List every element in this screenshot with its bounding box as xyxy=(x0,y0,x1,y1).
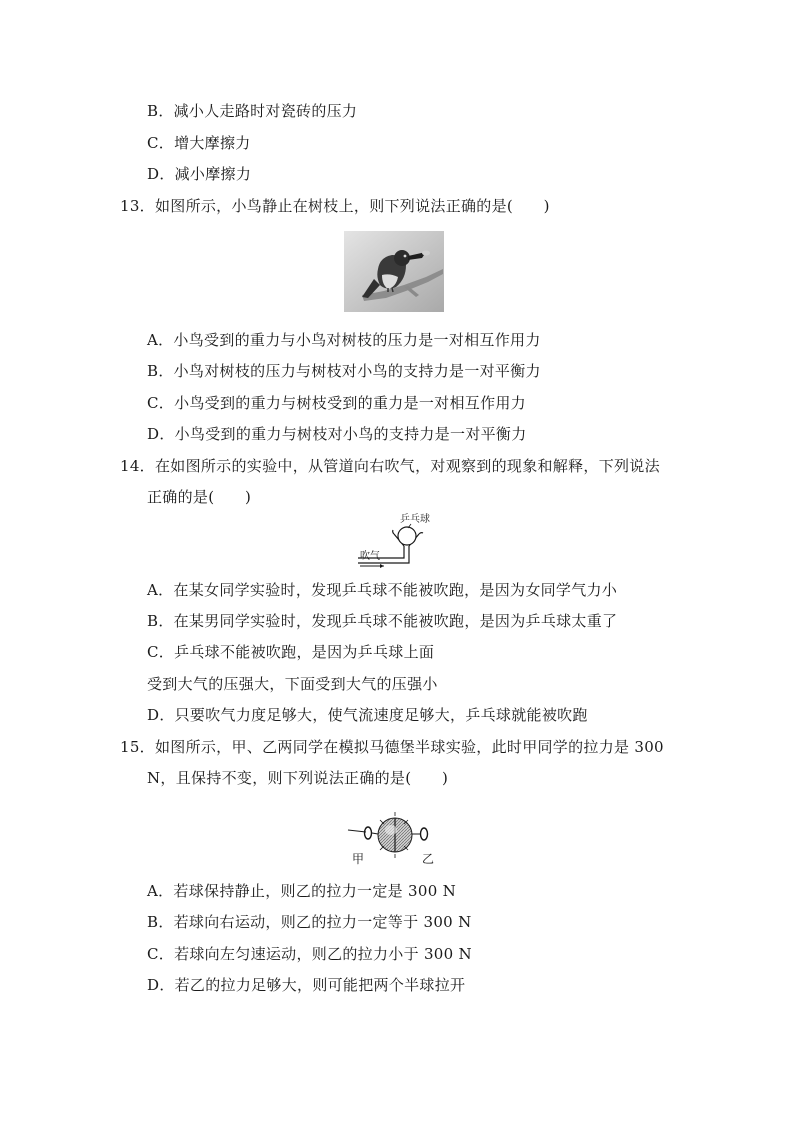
q15-stem-line1: 15．如图所示，甲、乙两同学在模拟马德堡半球实验，此时甲同学的拉力是 300 xyxy=(120,738,664,756)
q13-option-b: B．小鸟对树枝的压力与树枝对小鸟的支持力是一对平衡力 xyxy=(147,362,541,380)
blow-pipe-figure xyxy=(356,512,440,570)
q14-option-c-line2: 受到大气的压强大，下面受到大气的压强小 xyxy=(147,675,438,693)
q13-option-d: D．小鸟受到的重力与树枝对小鸟的支持力是一对平衡力 xyxy=(147,425,527,443)
q13-stem: 13．如图所示，小鸟静止在树枝上，则下列说法正确的是( ) xyxy=(120,197,550,215)
blow-air-label: 吹气 xyxy=(360,551,380,562)
q14-option-b: B．在某男同学实验时，发现乒乓球不能被吹跑，是因为乒乓球太重了 xyxy=(147,612,618,630)
q13-option-a: A．小鸟受到的重力与小鸟对树枝的压力是一对相互作用力 xyxy=(147,331,541,349)
label-yi: 乙 xyxy=(422,852,435,866)
q14-stem-line2: 正确的是( ) xyxy=(147,488,252,506)
q12-option-b: B．减小人走路时对瓷砖的压力 xyxy=(147,102,358,120)
q12-option-c: C．增大摩擦力 xyxy=(147,134,251,152)
magdeburg-hemispheres-figure xyxy=(344,808,440,870)
ping-pong-ball-label: 乒乓球 xyxy=(400,514,430,525)
q12-option-d: D．减小摩擦力 xyxy=(147,165,252,183)
q13-option-c: C．小鸟受到的重力与树枝受到的重力是一对相互作用力 xyxy=(147,394,526,412)
q14-option-c-line1: C．乒乓球不能被吹跑，是因为乒乓球上面 xyxy=(147,643,435,661)
bird-on-branch-photo xyxy=(344,231,444,312)
q14-option-d: D．只要吹气力度足够大，使气流速度足够大，乒乓球就能被吹跑 xyxy=(147,706,588,724)
q15-stem-line2: N，且保持不变，则下列说法正确的是( ) xyxy=(147,769,449,787)
q15-option-a: A．若球保持静止，则乙的拉力一定是 300 N xyxy=(147,882,457,900)
label-jia: 甲 xyxy=(352,852,365,866)
q14-option-a: A．在某女同学实验时，发现乒乓球不能被吹跑，是因为女同学气力小 xyxy=(147,581,618,599)
q15-option-d: D．若乙的拉力足够大，则可能把两个半球拉开 xyxy=(147,976,466,994)
q14-stem-line1: 14．在如图所示的实验中，从管道向右吹气，对观察到的现象和解释，下列说法 xyxy=(120,457,660,475)
q15-option-b: B．若球向右运动，则乙的拉力一定等于 300 N xyxy=(147,913,472,931)
q15-option-c: C．若球向左匀速运动，则乙的拉力小于 300 N xyxy=(147,945,472,963)
